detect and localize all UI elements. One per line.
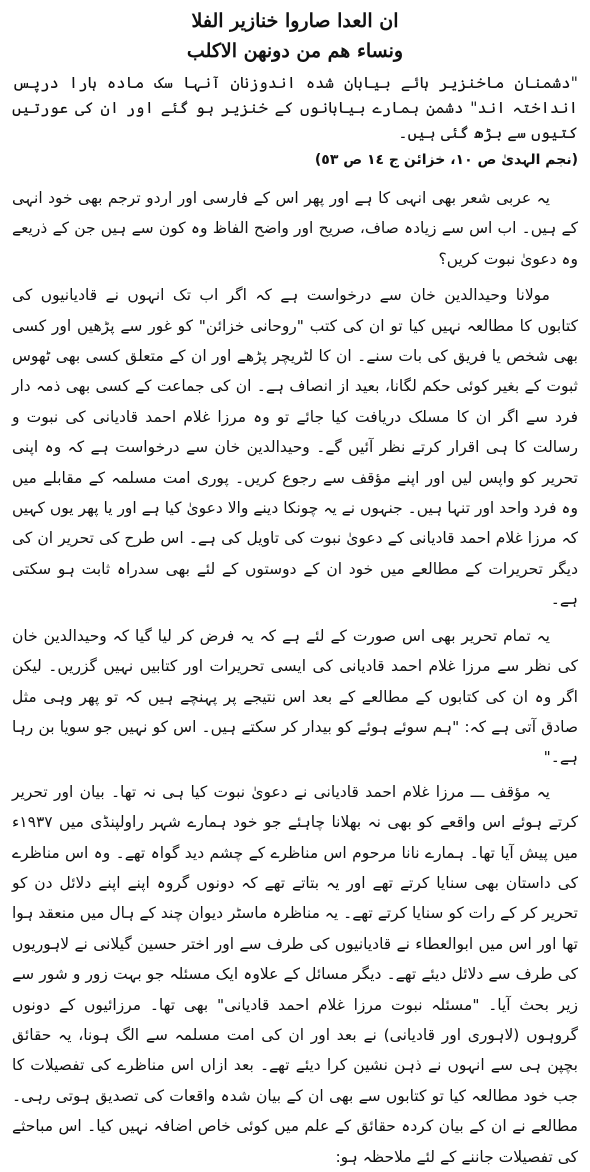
paragraph-3: یہ تمام تحریر بھی اس صورت کے لئے ہے کہ یہ فرض کر لیا گیا کہ وحیدالدین خان کی نظر سے مرزا غلام احمد قادیانی کی ایسی تحریرات اور کتابیں نہیں گزریں۔ لیکن اگر وہ ان کی کتابوں کے مطالعے کے بعد اس نتیجے پر پہنچے ہیں کہ تو پھر وہی مثل صادق آتی ہے کہ: "ہم سوئے ہوئے کو بیدار کر سکتے ہیں۔ اس کو نہیں جو سویا بن رہا ہے۔": [12, 626, 578, 767]
reference-citation: (نجم الہدیٰ ص ١٠، خزائن ج ١٤ ص ٥٣): [314, 152, 578, 168]
paragraph-1: یہ عربی شعر بھی انہی کا ہے اور پھر اس کے فارسی اور اردو ترجم بھی خود انہی کے ہیں۔ اب اس سے زیادہ صاف، صریح اور واضح الفاظ وہ کون سے ہیں جن کے ذریعے وہ دعویٰ نبوت کریں؟: [12, 189, 578, 268]
verse-line-2: ونساء هم من دونهن الاكلب: [186, 40, 404, 62]
verse-line-1: ان العدا صاروا خنازير الفلا: [191, 10, 399, 32]
persian-translation: "دشمنان ماخنزیر ہائے بیابان شدہ اندوزنان آنہا سک مادہ ہارا درپس انداختہ اند" دشمن ہمارے بیابانوں کے خنزیر ہو گئے اور ان کی عورتیں کتیوں سے بڑھ گئی ہیں۔: [12, 73, 579, 142]
paragraph-2: مولانا وحیدالدین خان سے درخواست ہے کہ اگر اب تک انہوں نے قادیانیوں کی کتابوں کا مطالعہ نہیں کیا تو ان کی کتب "روحانی خزائن" کو غور سے پڑھیں اور کسی بھی شخص یا فریق کی بات سنے۔ ان کا لٹریچر پڑھے اور ان کے متعلق کسی بھی ٹھوس ثبوت کے بغیر کوئی حکم لگانا، بعید از انصاف ہے۔ ان کی جماعت کے کسی بھی ذمہ دار فرد سے اگر ان کا مسلک دریافت کیا جائے تو وہ مرزا غلام احمد قادیانی کی نبوت و رسالت کا ہی اقرار کرتے نظر آئیں گے۔ وحیدالدین خان سے درخواست ہے کہ وہ اپنی تحریر کو واپس لیں اور اپنے مؤقف سے رجوع کریں۔ پوری امت مسلمہ کے مقابلے میں وہ فرد واحد اور تنہا ہیں۔ جنہوں نے یہ چونکا دینے والا دعویٰ کیا ہے اور یا پھر یوں کہیں کہ مرزا غلام احمد قادیانی کے دعویٰ نبوت کی تاویل کی ہے۔ اس طرح کی تحریر ان کی دیگر تحریرات کے مطالعے میں خود ان کے دوستوں کے لئے بھی سدراہ ثابت ہو سکتی ہے۔: [12, 286, 578, 609]
paragraph-4: یہ مؤقف ـــ مرزا غلام احمد قادیانی نے دعویٰ نبوت کیا ہی نہ تھا۔ بیان اور تحریر کرتے ہوئے اس واقعے کو بھی نہ بھلانا چاہئے جو خود ہمارے شہر راولپنڈی میں ١٩٣٧ء میں پیش آیا تھا۔ ہمارے نانا مرحوم اس مناظرے کے چشم دید گواہ تھے۔ وہ اس مناظرے کی داستان بھی سنایا کرتے تھے اور یہ بتاتے تھے کہ دونوں گروہ اپنے اپنے دلائل دن کو تحریر کر کے رات کو سنایا کرتے تھے۔ یہ مناظرہ ماسٹر دیوان چند کے ہال میں منعقد ہوا تھا اور اس میں ابوالعطاء نے قادیانیوں کی طرف سے اور اختر حسین گیلانی نے لاہوریوں کی طرف سے دلائل دیئے تھے۔ دیگر مسائل کے علاوہ ایک مسئلہ جو بہت زور و شور سے زیر بحث آیا۔ "مسئلہ نبوت مرزا غلام احمد قادیانی" بھی تھا۔ مرزائیوں کے دونوں گروہوں (لاہوری اور قادیانی) نے بعد اور ان کی امت مسلمہ سے الگ ہونا، یہ حقائق بچپن ہی سے انہوں نے ذہن نشین کرا دیئے تھے۔ بعد ازاں اس مناظرے کی تفصیلات کا جب خود مطالعہ کیا تو کتابوں سے بھی ان کے بیان شدہ واقعات کی تصدیق ہوتی رہی۔ مطالعے نے ان کے بیان کردہ حقائق کے علم میں کوئی خاص اضافہ نہیں کیا۔ اس مباحثے کی تفصیلات جاننے کے لئے ملاحظہ ہو:: [12, 782, 578, 1166]
